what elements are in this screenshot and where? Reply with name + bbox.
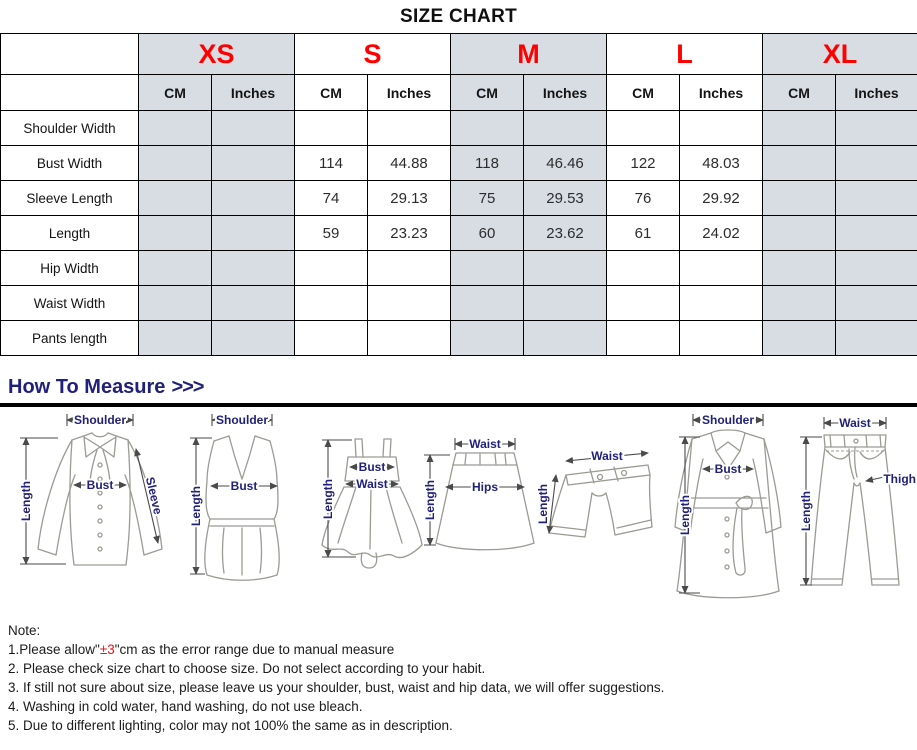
chevrons-icon: >>> <box>171 376 204 398</box>
coat-length-label: Length <box>678 495 692 535</box>
cell: 75 <box>451 181 524 216</box>
unit-header-inches: Inches <box>524 75 607 111</box>
cell <box>763 146 836 181</box>
skirt-waist-label: Waist <box>469 437 501 451</box>
cell: 46.46 <box>524 146 607 181</box>
cell <box>451 321 524 356</box>
cell: 48.03 <box>680 146 763 181</box>
cell <box>836 146 917 181</box>
note-1-prefix: 1.Please allow" <box>8 642 100 657</box>
cell <box>368 251 451 286</box>
unit-header-inches: Inches <box>368 75 451 111</box>
cell: 114 <box>295 146 368 181</box>
row-label: Sleeve Length <box>1 181 139 216</box>
how-to-measure-heading <box>0 374 917 401</box>
row-label: Hip Width <box>1 251 139 286</box>
cell <box>763 251 836 286</box>
cell <box>451 111 524 146</box>
tank-length-label: Length <box>189 486 203 526</box>
cell <box>680 286 763 321</box>
table-row-shoulder-width <box>1 111 917 146</box>
unit-header-cm: CM <box>451 75 524 111</box>
cell: 59 <box>295 216 368 251</box>
unit-header-cm: CM <box>139 75 212 111</box>
cell <box>836 181 917 216</box>
cell <box>607 111 680 146</box>
size-header-xs: XS <box>139 34 295 75</box>
corner-cell <box>1 34 139 75</box>
coat-shoulder-label: Shoulder <box>701 413 755 427</box>
cell <box>139 286 212 321</box>
table-row-length <box>1 216 917 251</box>
cell <box>368 286 451 321</box>
row-label: Shoulder Width <box>1 111 139 146</box>
cell: 29.53 <box>524 181 607 216</box>
cell: 122 <box>607 146 680 181</box>
cell <box>212 181 295 216</box>
coat-diagram <box>675 413 781 598</box>
cell: 74 <box>295 181 368 216</box>
row-label: Pants length <box>1 321 139 356</box>
how-to-measure-diagrams <box>0 407 917 615</box>
note-1-tolerance: ±3 <box>99 642 115 657</box>
row-label: Waist Width <box>1 286 139 321</box>
cell <box>139 146 212 181</box>
tank-top-diagram <box>189 413 279 580</box>
unit-header-cm: CM <box>295 75 368 111</box>
dress-length-label: Length <box>321 479 335 519</box>
cell <box>763 321 836 356</box>
cell <box>524 111 607 146</box>
size-chart-table <box>0 33 917 356</box>
cell <box>451 286 524 321</box>
cell <box>368 111 451 146</box>
note-item-2: 2. Please check size chart to choose size. Do not select according to your habit. <box>8 661 486 676</box>
cell <box>607 251 680 286</box>
cell <box>607 321 680 356</box>
cell <box>836 321 917 356</box>
cell <box>139 181 212 216</box>
unit-header-inches: Inches <box>212 75 295 111</box>
notes-section <box>0 615 917 735</box>
table-row-pants-length <box>1 321 917 356</box>
cell: 29.13 <box>368 181 451 216</box>
shorts-waist-label: Waist <box>591 449 623 463</box>
cell <box>139 251 212 286</box>
note-1-suffix: "cm as the error range due to manual measure <box>114 642 395 657</box>
cell <box>295 286 368 321</box>
cell <box>212 286 295 321</box>
unit-header-inches: Inches <box>836 75 917 111</box>
cell <box>524 251 607 286</box>
unit-header-row <box>1 75 917 111</box>
cell <box>763 181 836 216</box>
blouse-length-label: Length <box>19 481 33 521</box>
cell <box>212 216 295 251</box>
size-header-row <box>1 34 917 75</box>
note-item-1 <box>8 640 909 659</box>
cell <box>680 251 763 286</box>
cell: 61 <box>607 216 680 251</box>
shorts-length-label: Length <box>536 484 550 524</box>
table-row-sleeve-length <box>1 181 917 216</box>
cell <box>836 286 917 321</box>
size-header-l: L <box>607 34 763 75</box>
blouse-diagram <box>19 413 165 565</box>
cell <box>680 321 763 356</box>
unit-header-inches: Inches <box>680 75 763 111</box>
cell: 118 <box>451 146 524 181</box>
cell <box>212 146 295 181</box>
note-item-4: 4. Washing in cold water, hand washing, do not use bleach. <box>8 699 363 714</box>
dress-bust-label: Bust <box>358 460 386 474</box>
unit-header-cm: CM <box>607 75 680 111</box>
row-label: Bust Width <box>1 146 139 181</box>
table-row-waist-width <box>1 286 917 321</box>
cell: 29.92 <box>680 181 763 216</box>
tank-shoulder-label: Shoulder <box>215 413 269 427</box>
pants-waist-label: Waist <box>839 416 871 430</box>
dress-waist-label: Waist <box>356 477 388 491</box>
tank-bust-label: Bust <box>230 479 258 493</box>
cell <box>763 216 836 251</box>
cell: 60 <box>451 216 524 251</box>
pants-diagram <box>799 416 916 585</box>
cell <box>212 111 295 146</box>
cell <box>139 111 212 146</box>
cell <box>295 251 368 286</box>
blouse-shoulder-label: Shoulder <box>73 413 127 427</box>
cell <box>212 251 295 286</box>
cell: 24.02 <box>680 216 763 251</box>
cell <box>763 111 836 146</box>
cell <box>212 321 295 356</box>
cell <box>836 251 917 286</box>
table-row-bust-width <box>1 146 917 181</box>
cell <box>295 111 368 146</box>
coat-bust-label: Bust <box>714 462 742 476</box>
skirt-length-label: Length <box>423 480 437 520</box>
cell: 76 <box>607 181 680 216</box>
pants-length-label: Length <box>799 491 813 531</box>
corner-cell <box>1 75 139 111</box>
cell <box>680 111 763 146</box>
note-item-5: 5. Due to different lighting, color may not 100% the same as in description. <box>8 718 453 733</box>
cell <box>763 286 836 321</box>
page-title: SIZE CHART <box>400 6 517 27</box>
cell: 23.62 <box>524 216 607 251</box>
unit-header-cm: CM <box>763 75 836 111</box>
dress-diagram <box>321 439 422 568</box>
skirt-hips-label: Hips <box>471 480 499 494</box>
note-item-3: 3. If still not sure about size, please leave us your shoulder, bust, waist and hip data, we will offer suggestions. <box>8 680 665 695</box>
cell <box>607 286 680 321</box>
notes-heading: Note: <box>8 623 41 638</box>
cell <box>836 216 917 251</box>
cell <box>451 251 524 286</box>
cell <box>139 321 212 356</box>
cell <box>524 286 607 321</box>
heading-text: How To Measure <box>8 376 166 398</box>
cell: 44.88 <box>368 146 451 181</box>
cell <box>295 321 368 356</box>
table-row-hip-width <box>1 251 917 286</box>
cell <box>368 321 451 356</box>
shorts-diagram <box>536 449 652 537</box>
size-header-xl: XL <box>763 34 917 75</box>
cell <box>836 111 917 146</box>
skirt-diagram <box>423 437 534 550</box>
cell <box>524 321 607 356</box>
cell: 23.23 <box>368 216 451 251</box>
blouse-bust-label: Bust <box>86 478 114 492</box>
cell <box>139 216 212 251</box>
size-header-s: S <box>295 34 451 75</box>
blouse-sleeve-label: Sleeve <box>142 475 166 516</box>
size-header-m: M <box>451 34 607 75</box>
pants-thigh-label: Thigh <box>883 472 916 486</box>
row-label: Length <box>1 216 139 251</box>
